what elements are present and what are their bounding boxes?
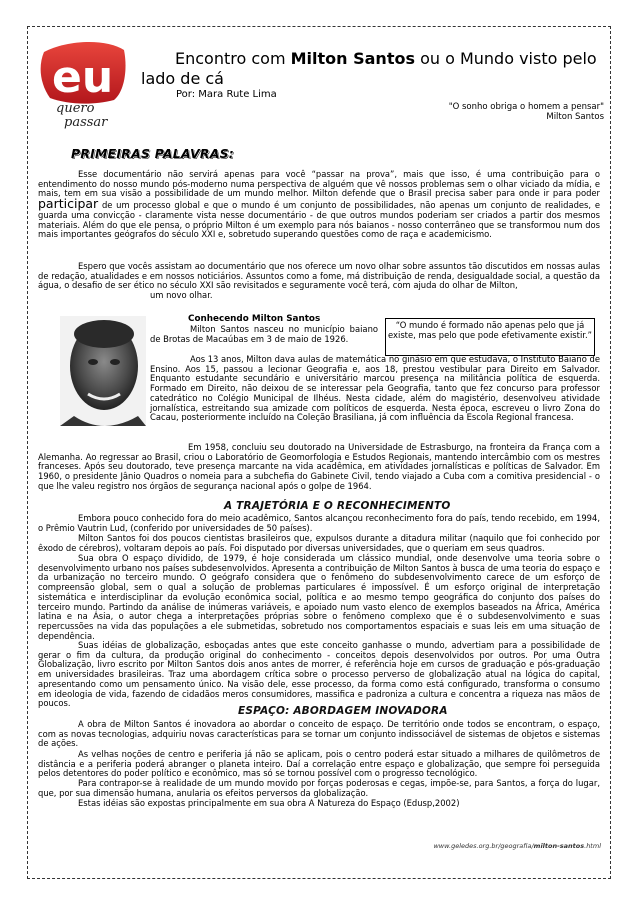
logo-small-text-2: passar bbox=[64, 115, 108, 130]
trajetoria-p2: Milton Santos foi dos poucos cientistas brasileiros que, expulsos durante a ditadura militar (naquilo que foi conhecido por êxodo de cérebros), voltaram depois ao país. Foi disputado por diversas universidades, que o queriam em seus quadros. bbox=[38, 533, 600, 553]
intro-big-word: participar bbox=[38, 196, 99, 212]
author: Por: Mara Rute Lima bbox=[176, 89, 277, 100]
intro2-text: Espero que vocês assistam ao documentário que nos oferece um novo olhar sobre assuntos tão discutidos em nossas aulas de redação, atualidades e em nossos noticiários. Assuntos como a fome, má distribuição de renda, desigualdade social, a questão da água, o desafio de ser ético no século XXI são revisitados e seguramente você terá, com ajuda do olhar de Milton, bbox=[38, 261, 600, 291]
trajetoria-p1: Embora pouco conhecido fora do meio acadêmico, Santos alcançou reconhecimento fora do país, tendo recebido, em 1994, o Prêmio Vautrin Lud, (conferido por universidades de 50 países). bbox=[38, 513, 600, 533]
espaco-p2: As velhas noções de centro e periferia já não se aplicam, pois o centro poderá estar situado a milhares de quilômetros de distância e a periferia poderá abranger o planeta inteiro. Daí a correlação entre espaço e globalização, que sempre foi perseguida pelos detentores do poder político e econômico, mas só se tornou possível com o progresso tecnológico. bbox=[38, 749, 600, 779]
logo bbox=[36, 40, 130, 130]
espaco-p3: Para contrapor-se à realidade de um mundo movido por forças poderosas e cegas, impõe-se, para Santos, a força do lugar, que, por sua dimensão humana, anularia os efeitos perversos da globalização. bbox=[38, 778, 600, 798]
heading-espaco: ESPAÇO: ABORDAGEM INOVADORA bbox=[238, 705, 448, 717]
epigraph bbox=[449, 102, 604, 122]
title-line2: lado de cá bbox=[141, 69, 224, 88]
source-pre: www.geledes.org.br/geografia/ bbox=[433, 842, 534, 850]
espaco-p4: Estas idéias são expostas principalmente em sua obra A Natureza do Espaço (Edusp,2002) bbox=[78, 798, 460, 808]
source-link[interactable] bbox=[433, 842, 601, 850]
bio-paragraph-3 bbox=[38, 443, 600, 492]
paragraph-intro-2-end: um novo olhar. bbox=[150, 290, 213, 300]
bio-paragraph-1: Milton Santos nasceu no município baiano de Brotas de Macaúbas em 3 de maio de 1926. bbox=[150, 324, 378, 344]
espaco-p1: A obra de Milton Santos é inovadora ao abordar o conceito de espaço. De território onde todos se encontram, o espaço, com as novas tecnologias, adquiriu novas características para se tornar um conjunto indissociável de sistemas de objetos e sistemas de ações. bbox=[38, 719, 600, 749]
paragraph-intro-1 bbox=[38, 170, 600, 240]
heading-primeiras-palavras: PRIMEIRAS PALAVRAS: bbox=[71, 146, 234, 161]
epigraph-author: Milton Santos bbox=[546, 112, 604, 122]
logo-big-text: eu bbox=[52, 52, 114, 103]
title-bold: Milton Santos bbox=[290, 49, 415, 68]
title-pre: Encontro com bbox=[175, 49, 291, 68]
bio-paragraph-2: Aos 13 anos, Milton dava aulas de matemática no ginásio em que estudava, o Instituto Baiano de Ensino. Aos 15, passou a lecionar Geografia e, aos 18, prestou vestibular para Direito em Salvador. Enquanto estudante secundário e universitário marcou presença na militância política de esquerda. Formado em Direito, não deixou de se interessar pela Geografia, tanto que fez concurso para professor catedrático no Colégio Municipal de Ilhéus. Nesta cidade, além do magistério, desenvolveu atividade jornalística, estreitando sua amizade com políticos de esquerda. Nesta época, escreveu o livro Zona do Cacau, posteriormente incluído na Coleção Brasiliana, já com influência da Escola Regional francesa. bbox=[150, 354, 600, 423]
intro-text-b: de um processo global e que o mundo é um conjunto de possibilidades, não apenas um conjunto de realidades, e guarda uma convicção - claramente vista nesse documentário - de que outros mundos poderiam ser criados a partir dos mesmos materiais. Além do que ele pensa, o próprio Milton é um exemplo para nós baianos - nosso conterrâneo que se transformou num dos mais importantes geógrafos do século XXI e, sobretudo superando questões como de raça e academicismo. bbox=[38, 200, 600, 240]
portrait-photo bbox=[60, 316, 146, 426]
bio3-text: Em 1958, concluiu seu doutorado na Universidade de Estrasburgo, na fronteira da França com a Alemanha. Ao regressar ao Brasil, criou o Laboratório de Geomorfologia e Estudos Regionais, mantendo intercâmbio com os mestres franceses. Após seu doutorado, teve presença marcante na vida acadêmica, em atividades jornalísticas e políticas de Salvador. Em 1960, o presidente Jânio Quadros o nomeia para a subchefia do Gabinete Civil, tendo viajado a Cuba com a comitiva presidencial - o que lhe valeu registro nos órgãos de segurança nacional após o golpe de 1964. bbox=[38, 442, 600, 491]
title-post: ou o Mundo visto pelo bbox=[414, 49, 597, 68]
logo-small-text-1: quero bbox=[56, 101, 95, 116]
source-bold: milton-santos bbox=[533, 842, 585, 850]
trajetoria-p3: Sua obra O espaço dividido, de 1979, é hoje considerada um clássico mundial, onde desenvolve uma teoria sobre o desenvolvimento urbano nos países subdesenvolvidos. Apresenta a contribuição de Milton Santos à busca de uma teoria do espaço e da urbanização no terceiro mundo. O geógrafo considera que o fenômeno do subdesenvolvimento carece de um esforço de compreensão global, sem o qual a solução de problemas particulares é impossível. É um esforço original de interpretação sistemática e interdisciplinar da evolução econômica social, política e ao mesmo tempo geográfica do conjunto dos países do terceiro mundo. Partindo da análise de inúmeras variáveis, e apoiado num vasto elenco de exemplos baseados na África, América latina e na Ásia, o autor chega a interpretações próprias sobre o fenômeno complexo que é o subdesenvolvimento e suas repercussões na vida das populações a ele submetidas, sobretudo nos comportamentos espaciais e suas leis em uma situação de dependência. bbox=[38, 553, 600, 641]
quote-box: “O mundo é formado não apenas pelo que já existe, mas pelo que pode efetivamente existir.” bbox=[385, 318, 595, 356]
intro-text-a: Esse documentário não servirá apenas para você “passar na prova”, mais que isso, é uma contribuição para o entendimento do nosso mundo pós-moderno numa perspectiva de alguém que vê nossos problemas sem o olhar viciado da mídia, e mais, tem em sua visão a possibilidade de um mundo melhor. Milton defende que o Brasil precisa saber para onde ir para poder bbox=[38, 169, 600, 199]
epigraph-text: "O sonho obriga o homem a pensar" bbox=[448, 102, 604, 112]
trajetoria-p4: Suas idéias de globalização, esboçadas antes que este conceito ganhasse o mundo, advertiam para a possibilidade de gerar o fim da cultura, da produção original do conhecimento - conceitos depois desenvolvidos por outros. Por uma Outra Globalização, livro escrito por Milton Santos dois anos antes de morrer, é referência hoje em cursos de graduação e pós-graduação em universidades brasileiras. Traz uma abordagem crítica sobre o processo perverso de globalização atual na lógica do capital, apresentando como um pensamento único. Na visão dele, esse processo, da forma como está configurado, transforma o consumo em ideologia de vida, fazendo de cidadãos meros consumidores, massifica e padroniza a cultura e concentra a riqueza nas mãos de poucos. bbox=[38, 640, 600, 709]
bio-title: Conhecendo Milton Santos bbox=[188, 314, 321, 324]
source-post: .html bbox=[584, 842, 601, 850]
paragraph-intro-2 bbox=[38, 262, 600, 291]
heading-trajetoria: A TRAJETÓRIA E O RECONHECIMENTO bbox=[224, 500, 451, 512]
